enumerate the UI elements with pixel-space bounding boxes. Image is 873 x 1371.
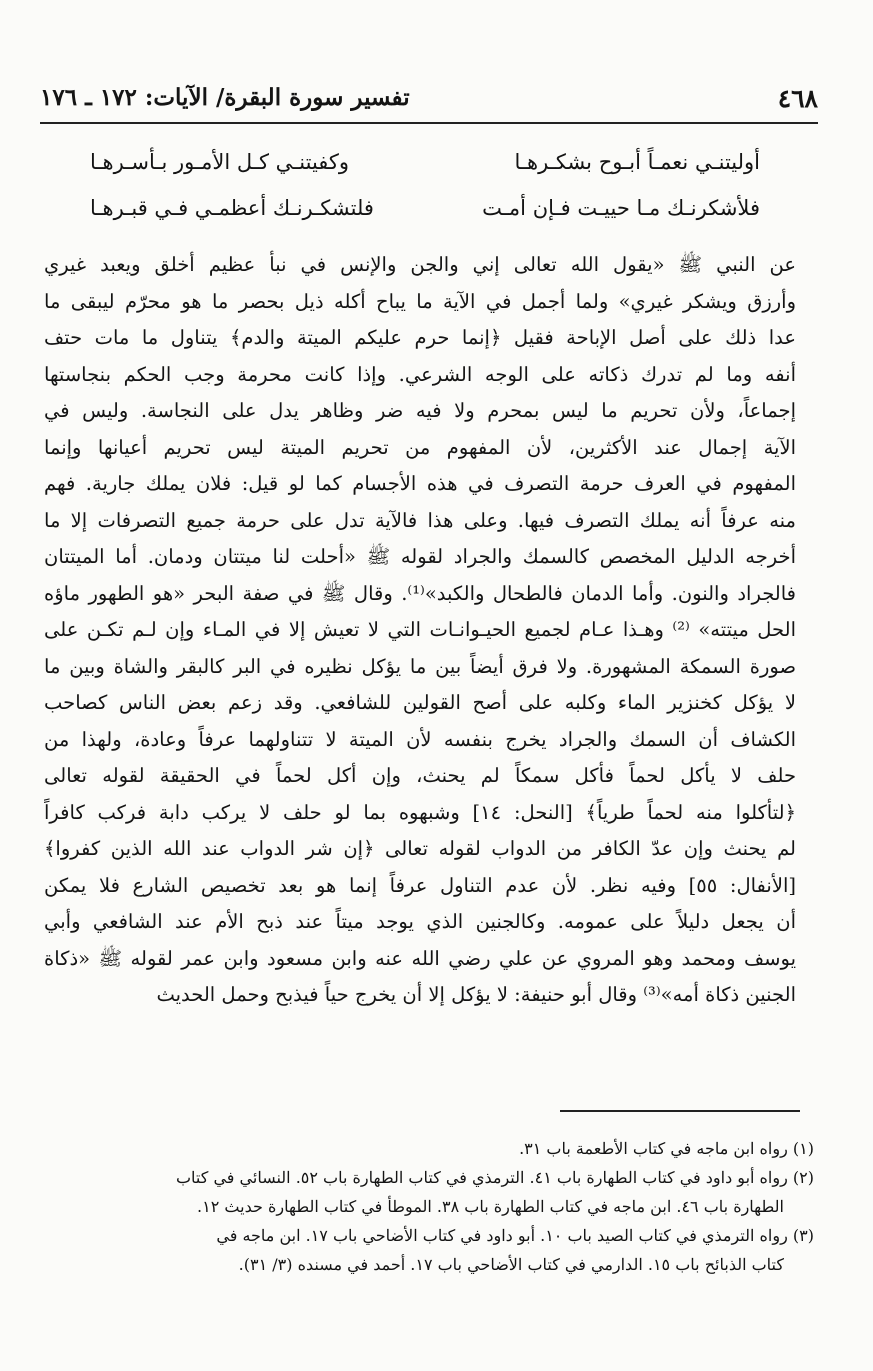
page-number: ٤٦٨ [777, 84, 818, 113]
footnotes [44, 1134, 814, 1279]
text-line: وأرزق ويشكر غيري» ولما أجمل في الآية ما يباح أكله ذيل بحصر ما هو محرّم ليبقى ما [44, 289, 796, 313]
text-line: الآية إجمال عند الأكثرين، لأن المفهوم من تحريم الميتة ليس تحريم أعيانها وإنما [44, 435, 796, 459]
text-line: لا يؤكل كخنزير الماء وكلبه على أصح القولين للشافعي. وقد زعم بعض الناس كصاحب [44, 691, 796, 714]
header-rule [40, 122, 818, 124]
poem-verse [60, 196, 760, 242]
text-line: يوسف ومحمد وهو المروي عن علي رضي الله عنه وابن مسعود وابن عمر لقوله ﷺ «ذكاة [44, 946, 796, 970]
main-text [44, 247, 796, 1014]
text-line: أنفه وما لم تدرك ذكاته على الوجه الشرعي. وإذا كانت محرمة وجب الحكم بنجاستها [44, 362, 796, 386]
text-line: منه عرفاً أنه يملك التصرف فيها. وعلى هذا فالآية تدل على حرمة جميع التصرفات إلا ما [44, 508, 796, 532]
hemistich-second: فلتشكـرنـك أعظمـي فـي قبـرهـا [90, 196, 374, 220]
text-line: عن النبي ﷺ «يقول الله تعالى إني والجن والإنس في نبأ عظيم أخلق ويعبد غيري [44, 253, 796, 276]
text-line: الحل ميتته» ⁽²⁾ وهـذا عـام لجميع الحيـوانـات التي لا تعيش إلا في المـاء وإن لـم تكـن على [44, 618, 796, 641]
text-line: إجماعاً، ولأن تحريم ما ليس بمحرم ولا فيه ضر وظاهر يدل على النجاسة. وليس في [44, 399, 796, 422]
text-line: المفهوم في العرف حرمة التصرف في هذه الأجسام كما لو قيل: فلان يملك جارية. فهم [44, 472, 796, 495]
text-line: أخرجه الدليل المخصص كالسمك والجراد لقوله ﷺ «أحلت لنا ميتتان ودمان. أما الميتتان [44, 545, 796, 568]
text-line: الجنين ذكاة أمه»⁽³⁾ وقال أبو حنيفة: لا يؤكل إلا أن يخرج حياً فيذبح وحمل الحديث [156, 983, 796, 1006]
text-line: [الأنفال: ٥٥] وفيه نظر. لأن عدم التناول عرفاً إنما هو بعد تخصيص الشارع فلا يمكن [44, 873, 796, 897]
page-header [40, 84, 818, 120]
running-title: تفسير سورة البقرة/ الآيات: ١٧٢ ـ ١٧٦ [40, 84, 410, 111]
hemistich-first: فلأشكرنـك مـا حييـت فـإن أمـت [482, 196, 760, 220]
footnote-line: كتاب الذبائح باب ١٥. الدارمي في كتاب الأضاحي باب ١٧. أحمد في مسنده (٣/ ٣١). [238, 1255, 784, 1274]
footnote-line: (٣) رواه الترمذي في كتاب الصيد باب ١٠. أبو داود في كتاب الأضاحي باب ١٧. ابن ماجه في [216, 1226, 814, 1245]
footnote-rule [560, 1110, 800, 1112]
hemistich-first: أوليتنـي نعمـاً أبـوح بشكـرهـا [514, 150, 760, 174]
footnote-line: (٢) رواه أبو داود في كتاب الطهارة باب ٤١. الترمذي في كتاب الطهارة باب ٥٢. النسائي في كتاب [175, 1168, 814, 1187]
text-line: الكشاف أن السمك والجراد يخرج بنفسه لأن الميتة لا تتناولهما عرفاً وعادة، ولهذا من [44, 727, 796, 751]
text-line: أن يجعل دليلاً على عمومه. وكالجنين الذي يوجد ميتاً عند ذبح الأم عند الشافعي وأبي [44, 910, 796, 933]
poem-block [60, 150, 760, 242]
text-line: فالجراد والنون. وأما الدمان فالطحال والكبد»⁽¹⁾. وقال ﷺ في صفة البحر «هو الطهور ماؤه [44, 581, 796, 605]
text-line: حلف لا يأكل لحماً فأكل سمكاً لم يحنث، وإن أكل لحماً في الحقيقة لقوله تعالى [44, 764, 796, 787]
text-line: عدا ذلك على أصل الإباحة فقيل ﴿إنما حرم عليكم الميتة والدم﴾ يتناول ما مات حتف [44, 326, 796, 349]
footnote-line: الطهارة باب ٤٦. ابن ماجه في كتاب الطهارة باب ٣٨. الموطأ في كتاب الطهارة حديث ١٢. [197, 1197, 784, 1216]
text-line: صورة السمكة المشهورة. ولا فرق أيضاً بين ما يؤكل نظيره في البر كالبقر والشاة وبين ما [44, 654, 796, 678]
text-line: لم يحنث وإن عدّ الكافر من الدواب لقوله تعالى ﴿إن شر الدواب عند الله الذين كفروا﴾ [44, 837, 796, 860]
hemistich-second: وكفيتنـي كـل الأمـور بـأسـرهـا [90, 150, 350, 174]
poem-verse [60, 150, 760, 196]
footnote-line: (١) رواه ابن ماجه في كتاب الأطعمة باب ٣١. [519, 1139, 814, 1158]
text-line: ﴿لتأكلوا منه لحماً طرياً﴾ [النحل: ١٤] وشبهوه بما لو حلف لا يركب دابة فركب كافراً [44, 800, 796, 824]
